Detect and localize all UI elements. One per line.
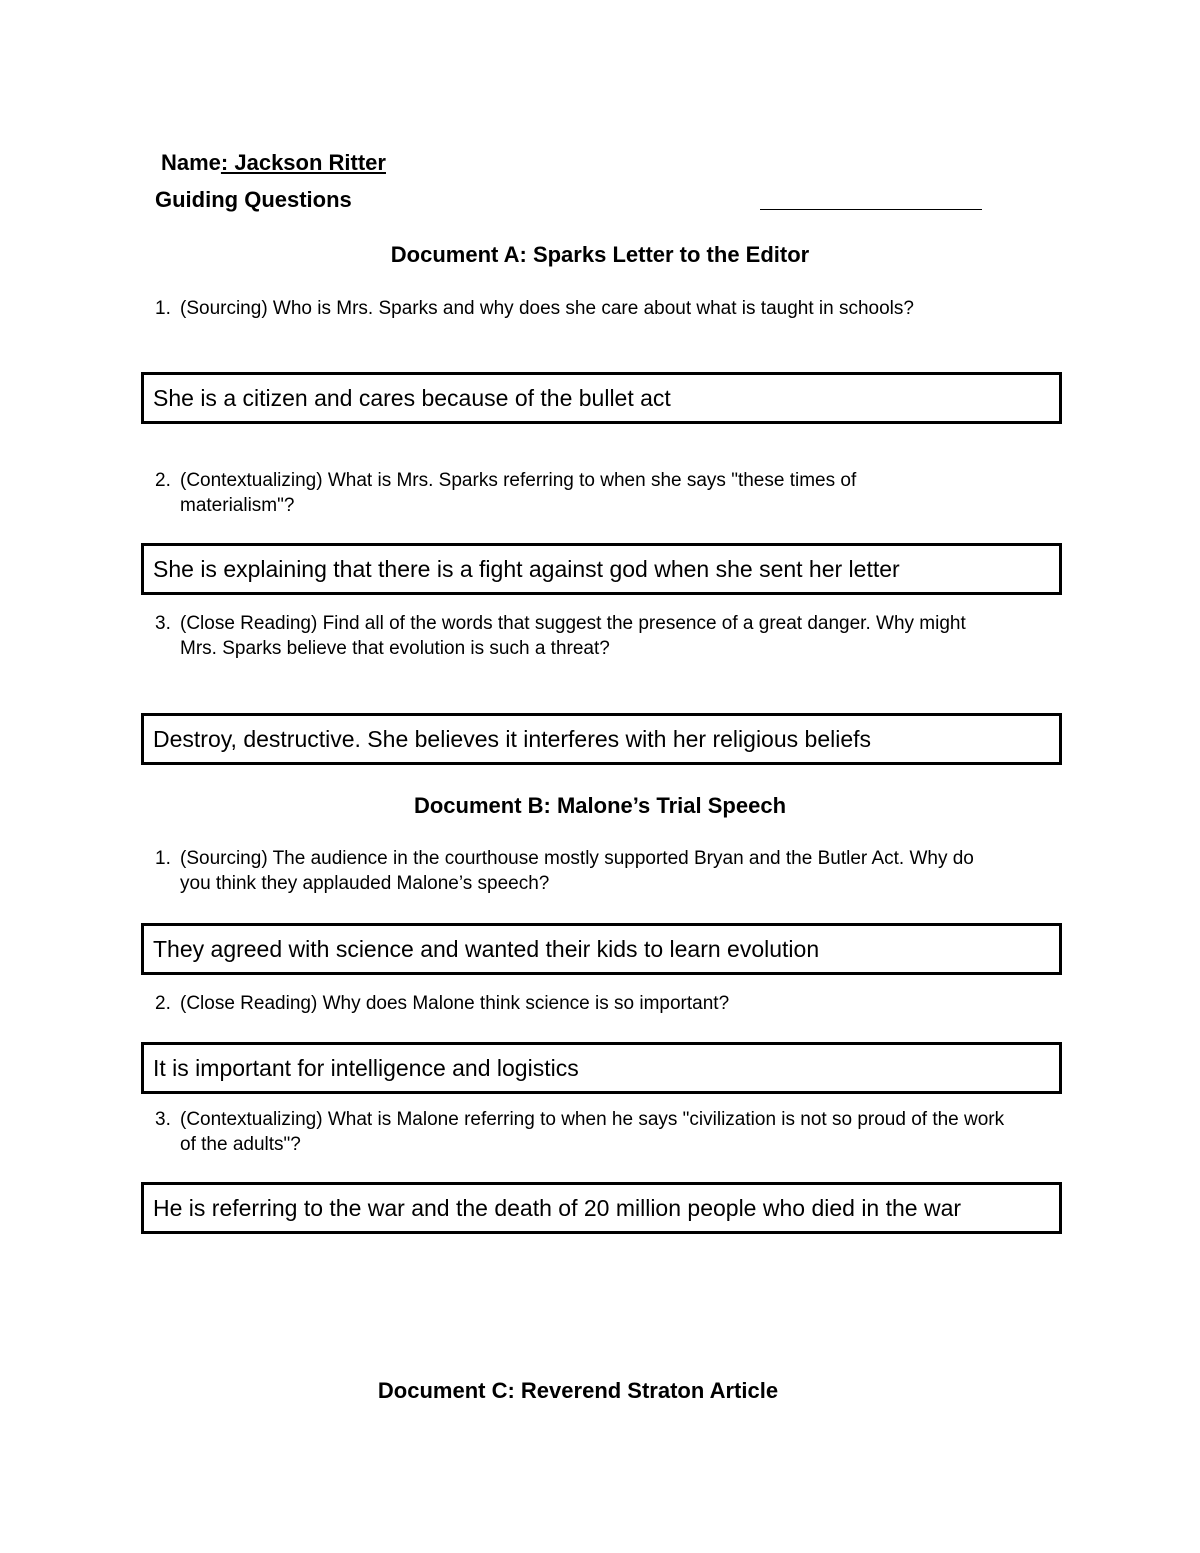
blank-line: [760, 209, 982, 210]
question-text: (Close Reading) Why does Malone think science is so important?: [180, 993, 730, 1014]
question-number: 2.: [155, 993, 171, 1014]
question-number: 3.: [155, 1109, 171, 1130]
question-b1: [155, 846, 995, 896]
answer-box-a3[interactable]: [141, 713, 1062, 765]
answer-text: He is referring to the war and the death of 20 million people who died in the war: [153, 1195, 962, 1221]
question-a2: [155, 468, 935, 518]
name-label: Name: [161, 150, 221, 175]
answer-text: Destroy, destructive. She believes it interferes with her religious beliefs: [153, 726, 872, 752]
section-heading-a: Document A: Sparks Letter to the Editor: [390, 242, 810, 267]
question-a1: [155, 296, 915, 321]
section-heading-b: Document B: Malone’s Trial Speech: [413, 793, 787, 818]
answer-box-b1[interactable]: [141, 923, 1062, 975]
answer-box-b2[interactable]: [141, 1042, 1062, 1094]
question-text: (Contextualizing) What is Mrs. Sparks referring to when she says "these times of materialism"?: [180, 470, 857, 516]
answer-text: They agreed with science and wanted their kids to learn evolution: [153, 936, 820, 962]
question-text: (Close Reading) Find all of the words that suggest the presence of a great danger. Why might Mrs. Sparks believe that evolution is such a threat?: [180, 613, 966, 659]
name-line: [161, 150, 386, 176]
question-number: 2.: [155, 470, 171, 491]
answer-box-b3[interactable]: [141, 1182, 1062, 1234]
answer-text: It is important for intelligence and logistics: [153, 1055, 579, 1081]
answer-box-a1[interactable]: [141, 372, 1062, 424]
worksheet-title: Guiding Questions: [155, 187, 352, 212]
question-number: 1.: [155, 298, 171, 319]
question-b2: [155, 991, 1035, 1016]
question-b3: [155, 1107, 1005, 1157]
question-a3: [155, 611, 995, 661]
section-heading-c: Document C: Reverend Straton Article: [377, 1378, 779, 1403]
question-number: 3.: [155, 613, 171, 634]
student-name: : Jackson Ritter: [220, 150, 386, 175]
answer-box-a2[interactable]: [141, 543, 1062, 595]
question-text: (Sourcing) The audience in the courthouse mostly supported Bryan and the Butler Act. Why do you think they applauded Malone’s speech?: [180, 848, 974, 894]
answer-text: She is a citizen and cares because of the bullet act: [153, 385, 671, 411]
question-text: (Contextualizing) What is Malone referring to when he says "civilization is not so proud of the work of the adults"?: [180, 1109, 1005, 1155]
question-number: 1.: [155, 848, 171, 869]
question-text: (Sourcing) Who is Mrs. Sparks and why does she care about what is taught in schools?: [180, 298, 914, 319]
answer-text: She is explaining that there is a fight against god when she sent her letter: [153, 556, 900, 582]
